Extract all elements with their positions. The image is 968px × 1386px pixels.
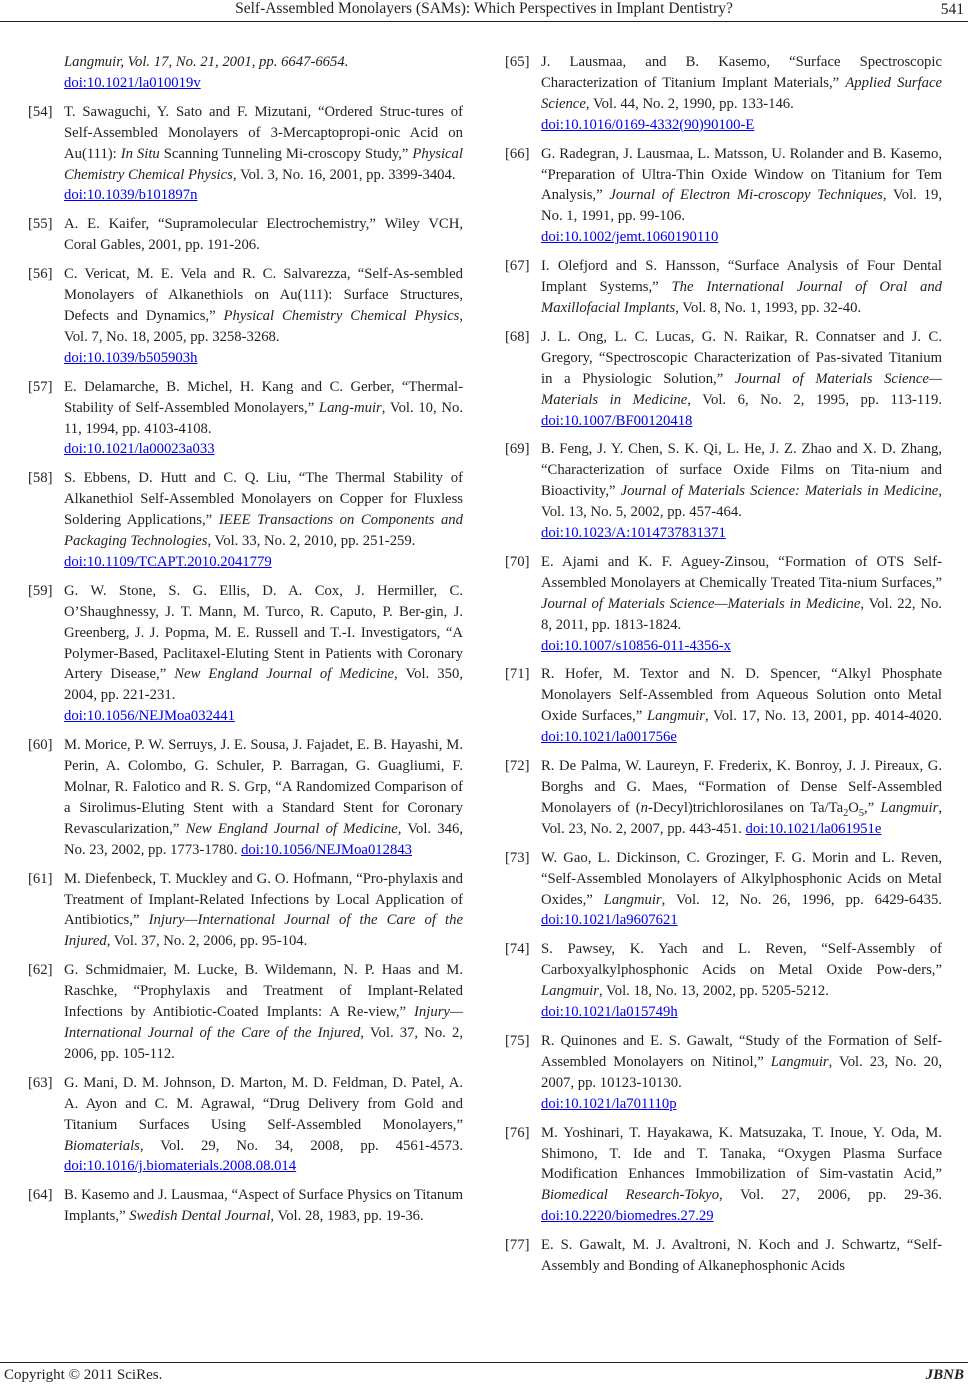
subscript: 2 (843, 807, 849, 819)
doi-line (64, 348, 463, 369)
reference-number: [62] (28, 962, 53, 979)
reference-text (64, 735, 463, 860)
continuation-text: Langmuir, Vol. 17, No. 21, 2001, pp. 6647-6654. (64, 54, 349, 70)
reference-entry (505, 144, 942, 249)
reference-authors-title: I. Olefjord and S. Hansson, “Surface Analysis of Four Dental Implant Systems,” (541, 258, 942, 296)
reference-journal: Journal of Materials Science: Materials in Medicine (620, 483, 939, 500)
doi-line (541, 227, 942, 248)
doi-link[interactable]: doi:10.1109/TCAPT.2010.2041779 (64, 553, 272, 570)
doi-link[interactable]: doi:10.1021/la00023a033 (64, 441, 215, 458)
reference-authors-title: R. Hofer, M. Textor and N. D. Spencer, “Alkyl Phosphate Monolayers Self-Assembled from Aqueous Solution onto Metal Oxide Surfaces,” (541, 666, 942, 725)
left-column (28, 52, 463, 1235)
reference-journal: Journal of Materials Science—Materials in Medicine (541, 595, 861, 612)
reference-number: [72] (505, 758, 530, 775)
reference-entry (28, 102, 463, 207)
doi-link[interactable]: doi:10.1056/NEJMoa032441 (64, 708, 235, 725)
reference-details: , Vol. 7, No. 18, 2005, pp. 3258-3268. (64, 307, 463, 345)
doi-link[interactable]: doi:10.1002/jemt.1060190110 (541, 229, 719, 246)
reference-journal: IEEE Transactions on Components and Packaging Technologies (64, 512, 463, 550)
reference-journal: Swedish Dental Journal (129, 1208, 271, 1225)
reference-entry (505, 1031, 942, 1115)
reference-journal: Langmuir (880, 799, 939, 816)
reference-number: [73] (505, 849, 530, 866)
reference-text (541, 939, 942, 1023)
reference-text (541, 1031, 942, 1115)
reference-journal: New England Journal of Medicine (185, 820, 398, 837)
left-reference-list (28, 102, 463, 1227)
reference-authors-title: A. E. Kaifer, “Supramolecular Electrochemistry,” Wiley VCH, Coral Gables, 2001, pp. 191-206. (64, 216, 463, 254)
reference-entry (28, 214, 463, 256)
reference-details: , Vol. 23, No. 2, 2007, pp. 443-451. (541, 799, 942, 837)
reference-number: [77] (505, 1237, 530, 1254)
reference-journal: Biomedical Research-Tokyo (541, 1187, 720, 1204)
reference-authors-title: R. Quinones and E. S. Gawalt, “Study of the Formation of Self-Assembled Monolayers on Nitinol,” (541, 1032, 942, 1070)
reference-authors-title: G. Radegran, J. Lausmaa, L. Matsson, U. Rolander and B. Kasemo, “Preparation of Ultra-Thin Oxide Window on Titanium for Tem Analysis,” (541, 145, 942, 204)
reference-number: [54] (28, 103, 53, 120)
reference-entry (505, 1235, 942, 1277)
reference-journal: The International Journal of Oral and Maxillofacial Implants (541, 279, 943, 316)
reference-text (541, 256, 942, 319)
doi-link[interactable]: doi:10.1021/la701110p (541, 1095, 677, 1112)
reference-authors-title: S. Pawsey, K. Yach and L. Reven, “Self-Assembly of Carboxyalkylphosphonic Acids on Metal Oxide Pow-ders,” (541, 941, 942, 979)
reference-text (64, 1185, 463, 1227)
reference-authors-title: M. Morice, P. W. Serruys, J. E. Sousa, J. Fajadet, E. B. Hayashi, M. Perin, A. Colombo, G. Schuler, P. Barragan, G. Guagliumi, F. Molnar, R. Falotico and R. S. Grp, “A Randomized Comparison of a Sirolimus-Eluting Stent with a Standard Stent for Coronary Revascularization,” (64, 737, 463, 837)
reference-number: [65] (505, 54, 530, 70)
reference-details: Scanning Tunneling Mi-croscopy Study,” (159, 145, 413, 162)
reference-text (64, 102, 463, 207)
doi-link[interactable]: doi:10.1021/la010019v (64, 74, 201, 91)
reference-entry (505, 848, 942, 932)
reference-authors-title: J. Lausmaa, and B. Kasemo, “Surface Spectroscopic Characterization of Titanium Implant Materials,” (541, 54, 942, 91)
reference-entry (28, 960, 463, 1065)
reference-journal: In Situ (120, 145, 160, 162)
reference-journal: Langmuir (770, 1053, 829, 1070)
reference-entry (28, 735, 463, 860)
reference-authors-title: T. Sawaguchi, Y. Sato and F. Mizutani, “Ordered Struc-tures of Self-Assembled Monolayers of 3-Mercaptopropi-onic Acid on Au(111): (64, 103, 463, 162)
subscript: 5 (858, 807, 864, 819)
reference-details: , Vol. 37, No. 2, 2006, pp. 95-104. (106, 933, 308, 950)
reference-entry (505, 439, 942, 544)
reference-journal: Physical Chemistry Chemical Physics (223, 307, 460, 324)
reference-number: [74] (505, 941, 530, 958)
reference-text (541, 1235, 942, 1277)
reference-authors-title: G. W. Stone, S. G. Ellis, D. A. Cox, J. Hermiller, C. O’Shaughnessy, J. T. Mann, M. Turco, R. Caputo, P. Ber-gin, J. Greenberg, J. J. Popma, M. E. Russell and T.-I. Investigators, “A Polymer-Based, Paclitaxel-Eluting Stent in Patients with Coronary Artery Disease,” (64, 582, 463, 683)
reference-details: , Vol. 28, 1983, pp. 19-36. (270, 1208, 424, 1225)
reference-entry (28, 468, 463, 573)
reference-details: ,” (864, 799, 881, 816)
doi-link[interactable]: doi:10.1056/NEJMoa012843 (241, 841, 413, 858)
reference-number: [57] (28, 378, 53, 395)
reference-entry (505, 756, 942, 840)
reference-details: , Vol. 12, No. 26, 1996, pp. 6429-6435. (661, 891, 942, 908)
reference-details: , Vol. 29, No. 34, 2008, pp. 4561-4573. (139, 1137, 463, 1154)
doi-link[interactable]: doi:10.1007/s10856-011-4356-x (541, 637, 731, 654)
doi-line (64, 552, 463, 573)
reference-journal: Injury—International Journal of the Care of the Injured (64, 912, 463, 950)
reference-number: [70] (505, 553, 530, 570)
reference-authors-title: M. Yoshinari, T. Hayakawa, K. Matsuzaka, T. Inoue, Y. Oda, M. Shimono, T. Ide and T. Tanaka, “Oxygen Plasma Surface Modification Enhances Immobilization of Sim-vastatin Acid,” (541, 1124, 942, 1183)
reference-details: , Vol. 18, No. 13, 2002, pp. 5205-5212. (598, 983, 829, 1000)
doi-link[interactable]: doi:10.1021/la061951e (745, 820, 882, 837)
reference-number: [64] (28, 1187, 53, 1204)
reference-text (541, 1123, 942, 1228)
reference-details: , Vol. 37, No. 2, 2006, pp. 105-112. (64, 1024, 463, 1062)
doi-line (541, 523, 942, 544)
doi-line (541, 1094, 942, 1115)
reference-number: [75] (505, 1032, 530, 1049)
reference-details: , Vol. 17, No. 13, 2001, pp. 4014-4020. (704, 708, 942, 725)
reference-entry (28, 581, 463, 727)
reference-entry (28, 1073, 463, 1178)
doi-link[interactable]: doi:10.1007/BF00120418 (541, 412, 693, 429)
doi-link[interactable]: doi:10.1016/j.biomaterials.2008.08.014 (64, 1158, 297, 1175)
reference-journal: Journal of Electron Mi-croscopy Techniques (609, 187, 883, 204)
reference-text (64, 468, 463, 573)
reference-journal: Langmuir (603, 891, 662, 908)
reference-details: , Vol. 44, No. 2, 1990, pp. 133-146. (585, 95, 794, 112)
reference-journal: New England Journal of Medicine (174, 666, 395, 683)
reference-entry (505, 1123, 942, 1228)
reference-text (64, 960, 463, 1065)
doi-link[interactable]: doi:10.1021/la001756e (541, 729, 677, 746)
reference-number: [76] (505, 1124, 530, 1141)
reference-number: [69] (505, 441, 530, 458)
doi-link[interactable]: doi:10.1039/b101897n (64, 187, 198, 204)
reference-details: , Vol. 10, No. 11, 1994, pp. 4103-4108. (64, 399, 464, 437)
reference-journal: Injury—International Journal of the Care of the Injured (64, 1004, 463, 1041)
doi-line (541, 115, 942, 136)
reference-number: [61] (28, 870, 53, 887)
reference-journal: Langmuir (647, 708, 705, 725)
reference-text (541, 439, 942, 544)
right-column (505, 52, 942, 1285)
reference-number: [71] (505, 666, 530, 683)
reference-number: [60] (28, 737, 53, 754)
reference-entry (28, 377, 463, 461)
right-reference-list (505, 52, 942, 1277)
reference-details: , Vol. 23, No. 20, 2007, pp. 10123-10130. (541, 1053, 942, 1091)
reference-text (541, 756, 942, 840)
reference-entry (505, 52, 942, 136)
reference-number: [58] (28, 470, 53, 487)
doi-link[interactable]: doi:10.1023/A:1014737831371 (541, 525, 726, 542)
reference-authors-title: S. Ebbens, D. Hutt and C. Q. Liu, “The Thermal Stability of Alkanethiol Self-Assembled Monolayers on Copper for Fluxless Soldering Applications,” (64, 470, 463, 529)
reference-text (541, 848, 942, 932)
reference-authors-title: B. Kasemo and J. Lausmaa, “Aspect of Surface Physics on Titanum Implants,” (64, 1187, 463, 1225)
reference-journal: Journal of Materials Science—Materials in Medicine (541, 370, 942, 408)
reference-text (64, 1073, 463, 1178)
reference-number: [68] (505, 328, 530, 345)
reference-number: [56] (28, 266, 53, 283)
reference-authors-title: R. De Palma, W. Laureyn, F. Frederix, K. Bonroy, J. J. Pireaux, G. Borghs and G. Maes, “Formation of Dense Self-Assembled Monolayers of ( (541, 758, 942, 816)
reference-details: , Vol. 22, No. 8, 2011, pp. 1813-1824. (541, 595, 942, 633)
reference-authors-title: J. L. Ong, L. C. Lucas, G. N. Raikar, R. Connatser and J. C. Gregory, “Spectroscopic Characterization of Pas-sivated Titanium in a Physiologic Solution,” (541, 328, 942, 387)
reference-entry (505, 552, 942, 657)
doi-line (64, 185, 463, 206)
reference-authors-title: C. Vericat, M. E. Vela and R. C. Salvarezza, “Self-As-sembled Monolayers of Alkanethiols on Au(111): Surface Structures, Defects and Dynamics,” (64, 266, 463, 324)
reference-authors-title: B. Feng, J. Y. Chen, S. K. Qi, L. He, J. Z. Zhao and X. D. Zhang, “Characterization of surface Oxide Films on Tita-nium and Bioactivity,” (541, 441, 942, 500)
reference-entry (28, 1185, 463, 1227)
reference-entry (28, 264, 463, 369)
reference-number: [66] (505, 145, 530, 162)
reference-details: , Vol. 19, No. 1, 1991, pp. 99-106. (541, 187, 942, 225)
reference-continuation (28, 52, 463, 94)
reference-details: , Vol. 33, No. 2, 2010, pp. 251-259. (207, 533, 416, 550)
reference-journal: n (640, 799, 648, 816)
doi-link[interactable]: doi:10.2220/biomedres.27.29 (541, 1208, 714, 1225)
reference-details: , Vol. 346, No. 23, 2002, pp. 1773-1780. (64, 820, 464, 858)
reference-authors-title: G. Mani, D. M. Johnson, D. Marton, M. D. Feldman, D. Patel, A. A. Ayon and C. M. Agrawal, “Drug Delivery from Gold and Titanium Surfaces Using Self-Assembled Monolayers,” (64, 1074, 463, 1133)
reference-authors-title: M. Diefenbeck, T. Muckley and G. O. Hofmann, “Pro-phylaxis and Treatment of Implant-Related Infections by Local Application of Antibiotics,” (64, 870, 463, 929)
reference-entry (505, 256, 942, 319)
footer-copyright: Copyright © 2011 SciRes. (4, 1367, 163, 1383)
reference-text (541, 552, 942, 657)
reference-authors-title: W. Gao, L. Dickinson, C. Grozinger, F. G. Morin and L. Reven, “Self-Assembled Monolayers of Alkylphosphonic Acids on Metal Oxides,” (541, 849, 942, 908)
reference-text (64, 869, 463, 953)
reference-entry (505, 664, 942, 748)
reference-text (541, 52, 942, 136)
reference-details: , Vol. 3, No. 16, 2001, pp. 3399-3404. (232, 166, 456, 183)
reference-text (541, 144, 942, 249)
doi-line (541, 1002, 942, 1023)
reference-entry (505, 939, 942, 1023)
reference-details: , Vol. 8, No. 1, 1993, pp. 32-40. (675, 299, 862, 316)
reference-authors-title: G. Schmidmaier, M. Lucke, B. Wildemann, N. P. Haas and M. Raschke, “Prophylaxis and Treatment of Implant-Related Infections by Antibiotic-Coated Implants: A Re-view,” (64, 962, 463, 1021)
reference-number: [55] (28, 216, 53, 233)
doi-link[interactable]: doi:10.1039/b505903h (64, 349, 198, 366)
reference-details: O (848, 799, 859, 816)
reference-details: -Decyl)trichlorosilanes on Ta/Ta (647, 799, 844, 816)
reference-text (541, 327, 942, 432)
doi-line (64, 439, 463, 460)
reference-authors-title: E. Delamarche, B. Michel, H. Kang and C. Gerber, “Thermal-Stability of Self-Assembled Monolayers,” (64, 378, 463, 416)
running-header-title: Self-Assembled Monolayers (SAMs): Which Perspectives in Implant Dentistry? (235, 0, 733, 17)
reference-text (64, 214, 463, 256)
reference-text (541, 664, 942, 748)
footer-journal: JBNB (925, 1367, 964, 1383)
reference-text (64, 581, 463, 727)
header-divider (0, 21, 968, 22)
doi-link[interactable]: doi:10.1021/la9607621 (541, 912, 678, 929)
reference-text (64, 264, 463, 369)
reference-authors-title: E. Ajami and K. F. Aguey-Zinsou, “Formation of OTS Self-Assembled Monolayers at Chemically Treated Tita-nium Surfaces,” (541, 553, 942, 591)
doi-link[interactable]: doi:10.1021/la015749h (541, 1004, 678, 1021)
reference-journal: Physical Chemistry Chemical Physics (64, 145, 463, 183)
page-number: 541 (940, 1, 964, 18)
doi-line (541, 636, 942, 657)
footer-divider (0, 1362, 968, 1363)
doi-line (64, 706, 463, 727)
reference-details: , Vol. 6, No. 2, 1995, pp. 113-119. (687, 391, 942, 408)
reference-number: [67] (505, 258, 530, 275)
reference-entry (28, 869, 463, 953)
reference-details: , Vol. 13, No. 5, 2002, pp. 457-464. (541, 483, 942, 521)
reference-authors-title: E. S. Gawalt, M. J. Avaltroni, N. Koch and J. Schwartz, “Self-Assembly and Bonding of Alkanephosphonic Acids (541, 1237, 942, 1275)
doi-link[interactable]: doi:10.1016/0169-4332(90)90100-E (541, 116, 755, 133)
reference-details: , Vol. 27, 2006, pp. 29-36. (719, 1187, 942, 1204)
reference-journal: Lang-muir (318, 399, 382, 416)
reference-journal: Applied Surface Science (541, 74, 942, 112)
reference-journal: Langmuir (541, 983, 599, 1000)
reference-entry (505, 327, 942, 432)
reference-number: [63] (28, 1074, 53, 1091)
reference-number: [59] (28, 582, 53, 599)
reference-details: , Vol. 350, 2004, pp. 221-231. (64, 666, 464, 704)
reference-text (64, 377, 463, 461)
reference-journal: Biomaterials (64, 1137, 140, 1154)
